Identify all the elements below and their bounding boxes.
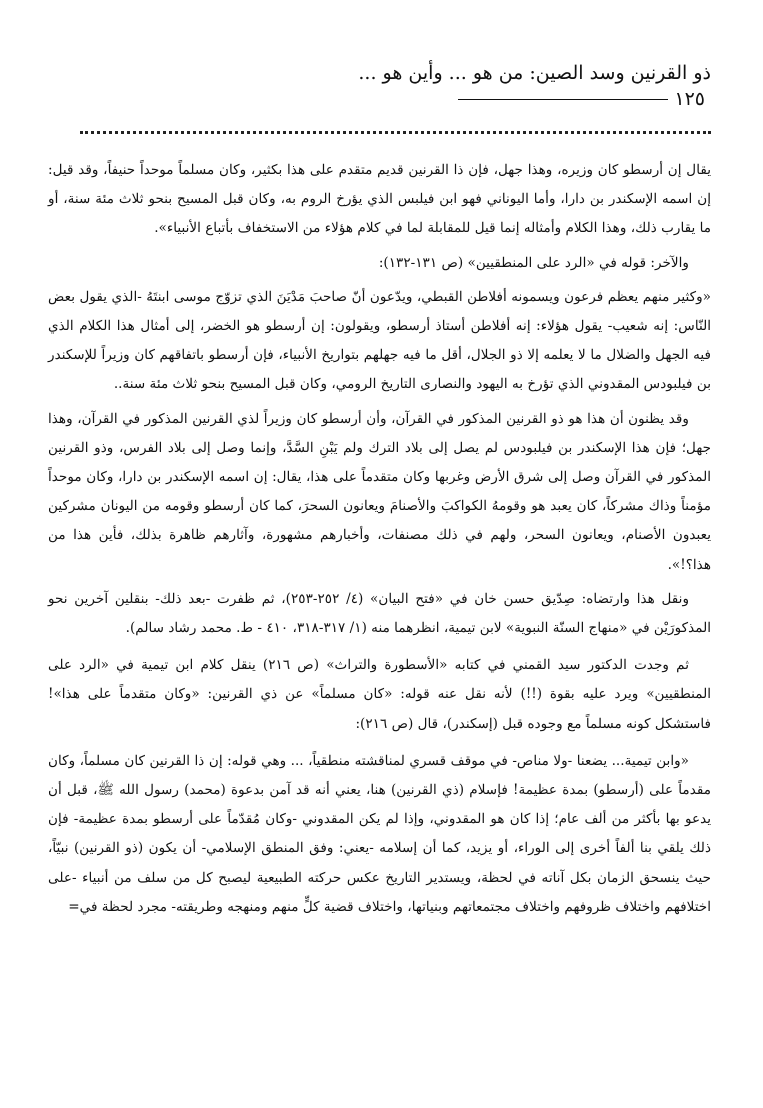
paragraph-7: «وابن تيمية... يضعنا -ولا مناص- في موقف قسري لمناقشته منطقياً، ... وهي قوله: إن ذا القرنين كان مسلماً، وكان مقدماً على (أرسطو) بمدة عظيمة! فإسلام (ذي القرنين) هنا، يعني أنه قد آمن بدعوة (محمد) رسول الله ﷺ، قبل أن يدعو بها بأكثر من ألف عام؛ إذا كان هو المقدوني، وإذا لم يكن المقدوني -وكان مُقدّماً على أرسطو بمدة عظيمة- فإن ذلك يلقي بنا ألفاً أخرى إلى الوراء، أو يزيد، كما أن إسلامه -يعني: وفق المنطق الإسلامي- أن يكون (ذو القرنين) نبيّاً، حيث ينسحق الزمان بكل آناته في لحظة، ويستدير التاريخ عكس حركته الطبيعية ليصبح كل من سلف من أنبياء -على اختلافهم واختلاف ظروفهم واختلاف مجتمعاتهم وبنياتها، واختلاف قضية كلٍّ منهم ومنهجه وطريقته- مجرد لحظة في= [48, 752, 711, 915]
page-number-row [48, 88, 711, 110]
paragraph-5: ونقل هذا وارتضاه: صِدّيق حسن خان في «فتح البيان» (٤/ ٢٥٢-٢٥٣)، ثم ظفرت -بعد ذلك- بنقلين آخرين نحو المذكورَيْن في «منهاج السنّة النبوية» لابن تيمية، انظرهما منه (١/ ٣١٧-٣١٨، ٤١٠ - ط. محمد رشاد سالم). [48, 590, 711, 637]
paragraph-3: «وكثير منهم يعظم فرعون ويسمونه أفلاطن القبطي، ويدّعون أنّ صاحبَ مَدْيَنَ الذي تزوّج موسى ابنتَهُ -الذي يقول بعض النّاس: إنه شعيب- يقول هؤلاء: إنه أفلاطن أستاذ أرسطو، ويقولون: إن أرسطو هو الخضر، إلى أمثال هذا الكلام الذي فيه الجهل والضلال ما لا يعلمه إلا ذو الجلال، أقل ما فيه جهلهم بتواريخ الأنبياء، فإن أرسطو باتفاقهم كان وزيراً للإسكندر بن فيلبودس المقدوني الذي تؤرخ به اليهود والنصارى التاريخ الرومي، وكان قبل المسيح بنحو ثلاث مئة سنة.. [48, 288, 711, 393]
paragraph-4: وقد يظنون أن هذا هو ذو القرنين المذكور في القرآن، وأن أرسطو كان وزيراً لذي القرنين المذكور في القرآن، وهذا جهل؛ فإن هذا الإسكندر بن فيلبودس لم يصل إلى بلاد الترك ولم يَبْنِ السَّدَّ، وإنما وصل إلى بلاد الفرس، وذو القرنين المذكور في القرآن وصل إلى شرق الأرض وغربها وكان متقدماً على هذا، يقال: إن اسمه الإسكندر بن دارا، وكان موحداً مؤمناً وذاك مشركاً، كان يعبد هو وقومهُ الكواكبَ والأصنامَ ويعانون السحرَ، كما كان أرسطو وقومه من اليونان مشركين يعبدون الأصنام، ويعانون السحر، ولهم في ذلك مصنفات، وأخبارهم مشهورة، وآثارهم ظاهرة بذلك، فأين هذا من هذا؟!». [48, 410, 711, 573]
running-title: ذو القرنين وسد الصين: من هو ... وأين هو ... [358, 62, 711, 84]
paragraph-2: والآخر: قوله في «الرد على المنطقيين» (ص ١٣١-١٣٢): [378, 254, 689, 271]
paragraph-6: ثم وجدت الدكتور سيد القمني في كتابه «الأسطورة والتراث» (ص ٢١٦) ينقل كلام ابن تيمية في «الرد على المنطقيين» ويرد عليه بقوة (!!) لأنه نقل عنه قوله: «كان مسلماً» عن ذي القرنين: «وكان متقدماً على هذا»! فاستشكل كونه مسلماً مع وجوده قبل (إسكندر)، قال (ص ٢١٦): [48, 657, 711, 732]
dotted-separator [80, 131, 711, 134]
page-body [48, 156, 711, 927]
page-header [48, 60, 711, 110]
header-rule [458, 99, 668, 100]
page-number: ١٢٥ [674, 88, 705, 110]
paragraph-1: يقال إن أرسطو كان وزيره، وهذا جهل، فإن ذا القرنين قديم متقدم على هذا بكثير، وكان مسلماً موحداً حنيفاً، وقد قيل: إن اسمه الإسكندر بن دارا، وأما اليوناني فهو ابن فيلبس الذي يؤرخ الروم به، وكان قبل المسيح بنحو ثلاث مئة سنة، أو ما يقارب ذلك، وهذا الكلام وأمثاله إنما قيل للمقابلة لما في كلام هؤلاء من الاستخفاف بأتباع الأنبياء». [48, 162, 711, 237]
